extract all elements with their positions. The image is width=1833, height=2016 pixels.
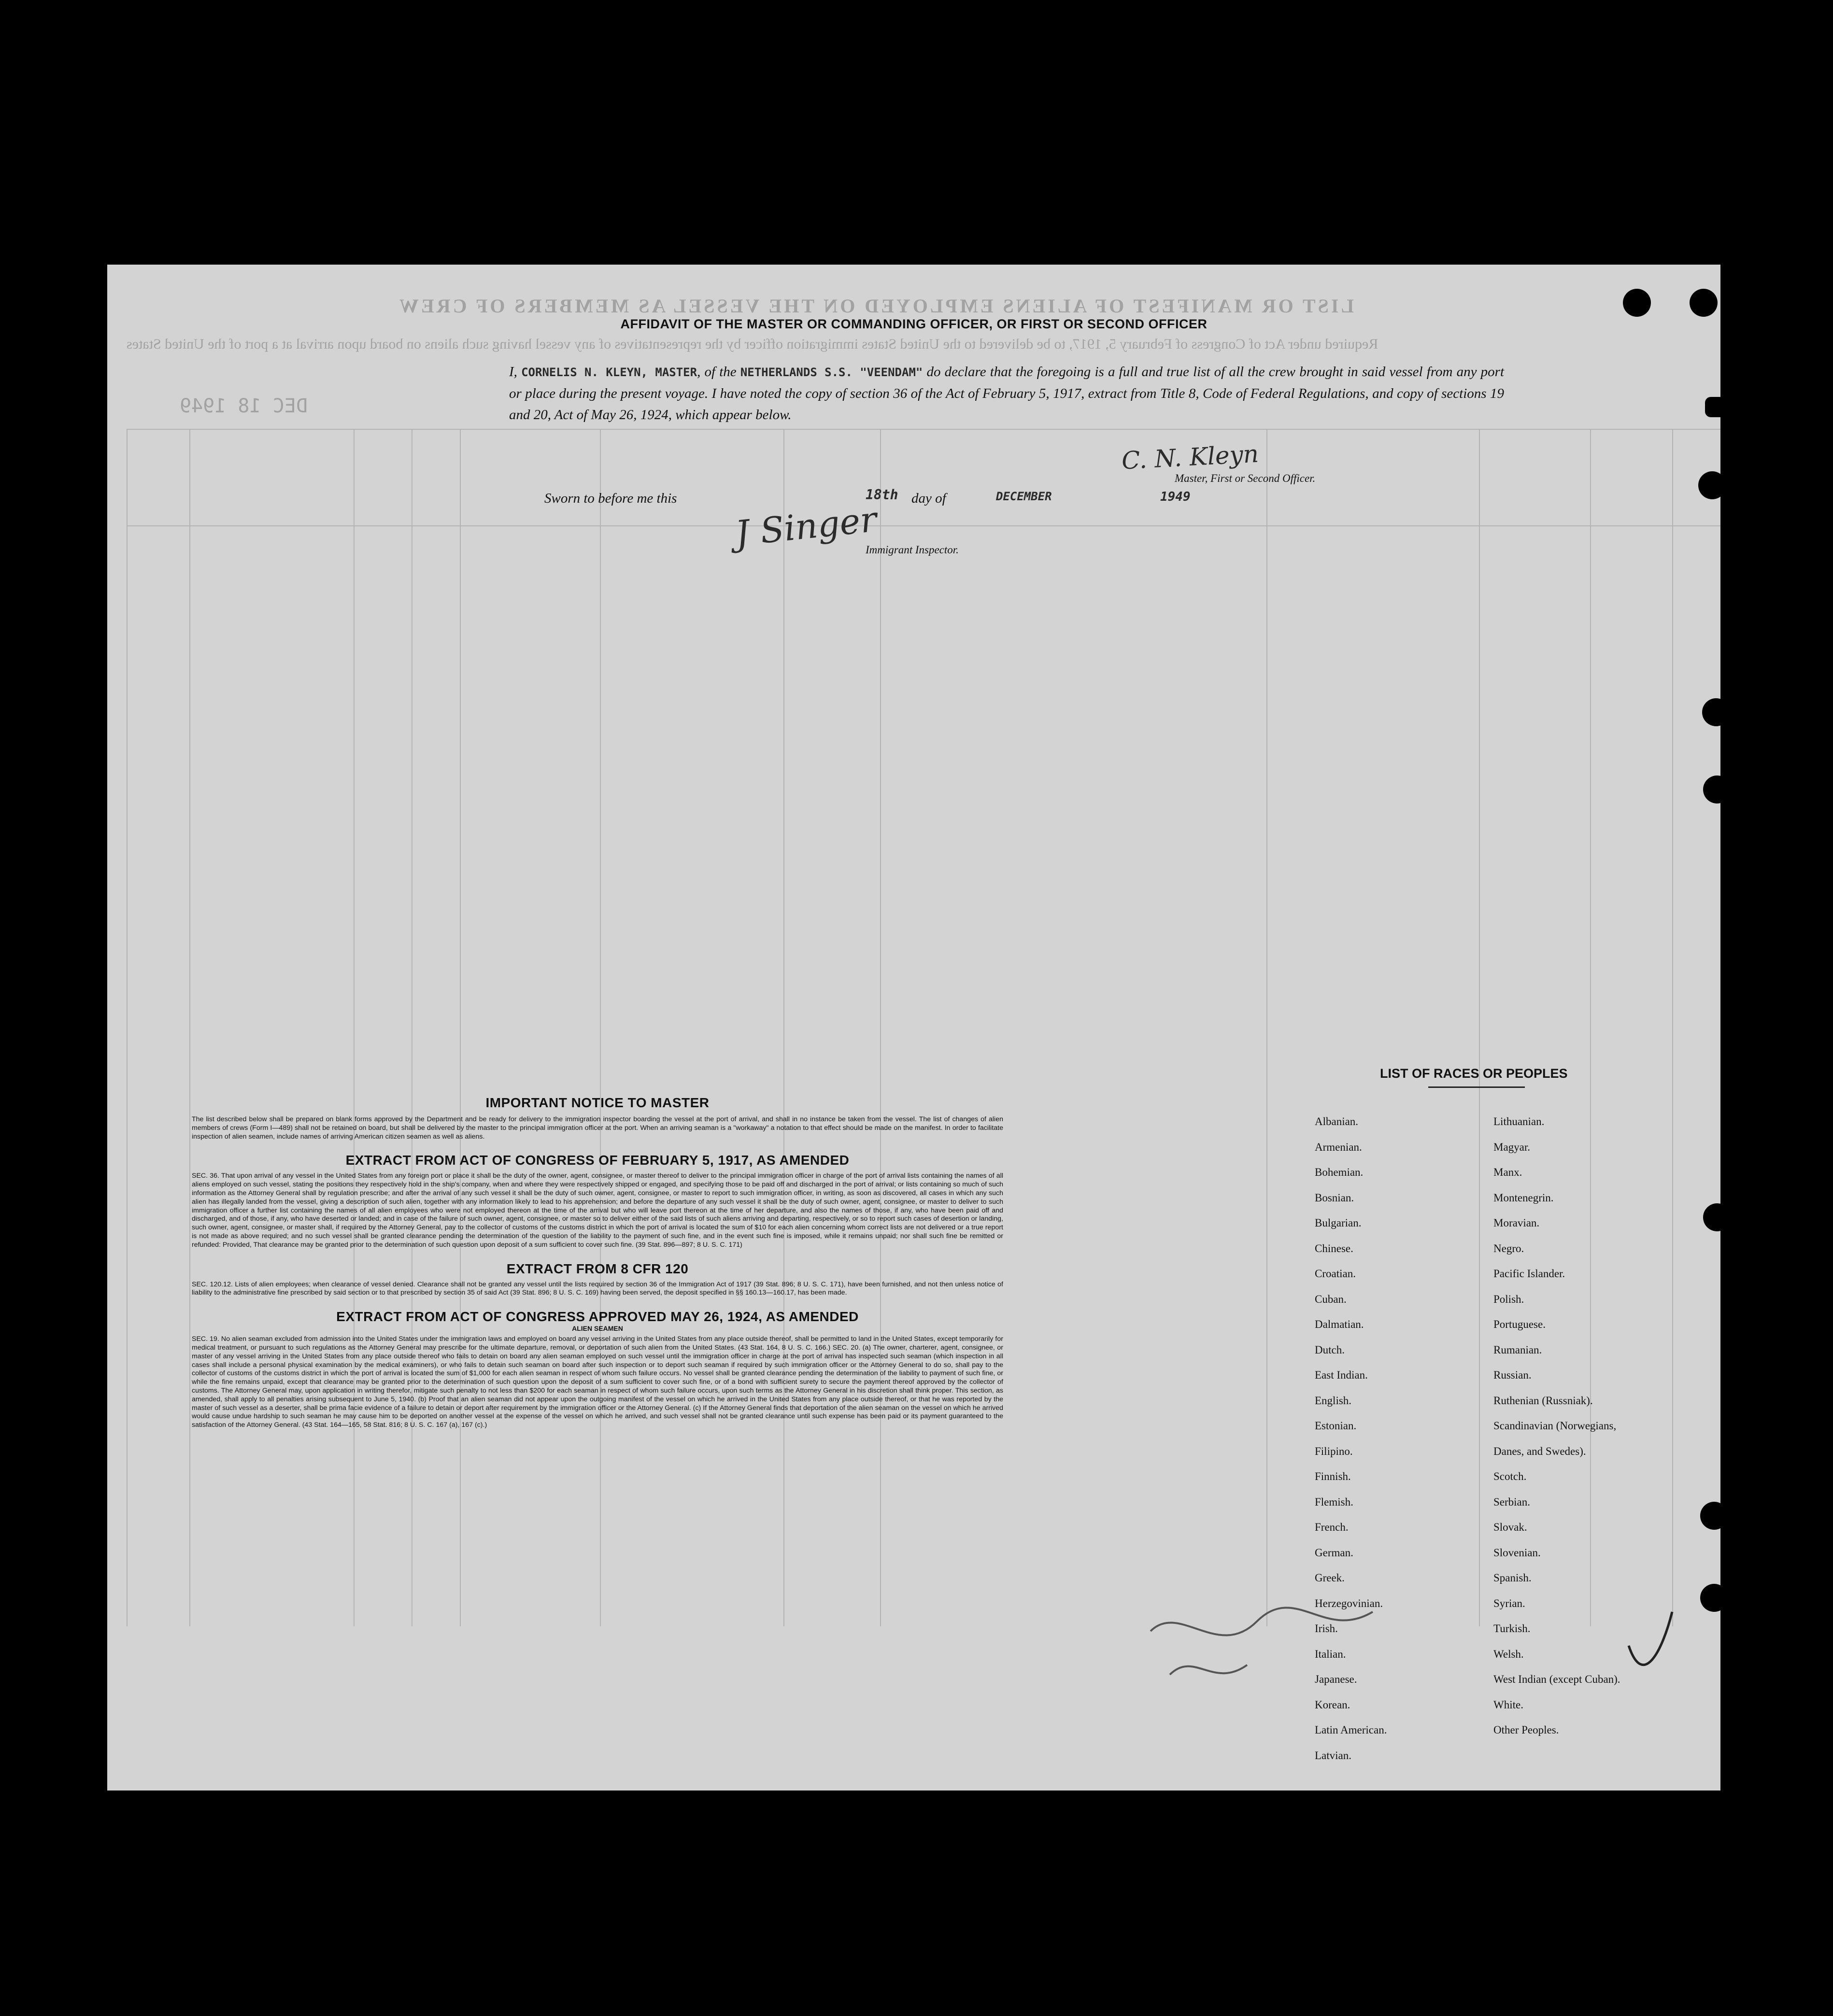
- notice-body: The list described below shall be prepared on blank forms approved by the Department and be ready for delivery to the immigration inspector boarding the vessel at the port of arrival, and shall in no instance be taken from the vessel. The list of changes of alien members of crews (Form I—489) shall not be retained on board, but shall be delivered by the master to the principal immigration officer at the port. When an arriving seaman is a "workaway" a notation to that effect should be made on the manifest. In order to facilitate inspection of alien seamen, include names of arriving American citizen seamen as well as aliens.: [192, 1115, 1003, 1141]
- extract-1924-title: EXTRACT FROM ACT OF CONGRESS APPROVED MAY 26, 1924, AS AMENDED: [336, 1309, 859, 1325]
- race-item: White.: [1493, 1698, 1523, 1711]
- race-item: Albanian.: [1315, 1115, 1359, 1128]
- race-item: Armenian.: [1315, 1141, 1362, 1153]
- bleed-through-requirement: Required under Act of Congress of February 5, 1917, to be delivered to the United States immigration officer by the representatives of any vessel having such aliens on board upon arrival at a port of the United States: [127, 336, 1378, 352]
- affidavit-intro: I,: [509, 364, 517, 380]
- races-title-rule: [1428, 1086, 1525, 1088]
- race-item: Other Peoples.: [1493, 1724, 1559, 1736]
- race-item: German.: [1315, 1546, 1353, 1559]
- race-item: Slovak.: [1493, 1521, 1527, 1533]
- inspector-signature: J Singer: [733, 498, 879, 554]
- race-item: Lithuanian.: [1493, 1115, 1545, 1128]
- race-item: East Indian.: [1315, 1369, 1368, 1381]
- race-item: Chinese.: [1315, 1242, 1353, 1255]
- race-item: Slovenian.: [1493, 1546, 1541, 1559]
- race-item: Manx.: [1493, 1166, 1522, 1178]
- race-item: Montenegrin.: [1493, 1191, 1554, 1204]
- binder-hole: [1700, 1584, 1728, 1612]
- affidavit-statement: [509, 361, 1504, 425]
- race-item: Bohemian.: [1315, 1166, 1364, 1178]
- extract-1917-title: EXTRACT FROM ACT OF CONGRESS OF FEBRUARY 5, 1917, AS AMENDED: [345, 1153, 850, 1168]
- race-item: Flemish.: [1315, 1495, 1353, 1508]
- race-item: Moravian.: [1493, 1217, 1540, 1229]
- binder-hole: [1702, 698, 1730, 726]
- sworn-day-label: day of: [911, 491, 946, 506]
- race-item: Magyar.: [1493, 1141, 1531, 1153]
- bleed-through-title: LIST OR MANIFEST OF ALIENS EMPLOYED ON THE VESSEL AS MEMBERS OF CREW: [397, 295, 1354, 317]
- race-item: Croatian.: [1315, 1268, 1356, 1280]
- sworn-year: 1949: [1160, 490, 1191, 504]
- sworn-day: 18th: [866, 487, 898, 503]
- extract-cfr-body: SEC. 120.12. Lists of alien employees; when clearance of vessel denied. Clearance shall not be granted any vessel until the lists required by section 36 of the Immigration Act of 1917 (39 Stat. 896; 8 U. S. C. 171), have been furnished, and not then unless notice of liability to the administrative fine prescribed by said section or to that prescribed by section 35 of said Act (39 Stat. 896; 8 U. S. C. 169) having been served, the deposit specified in §§ 160.13—160.17, has been made.: [192, 1280, 1003, 1297]
- notice-section: [192, 1095, 1003, 1430]
- extract-cfr-title: EXTRACT FROM 8 CFR 120: [506, 1261, 689, 1276]
- race-item: Greek.: [1315, 1572, 1345, 1584]
- race-item: Ruthenian (Russniak).: [1493, 1394, 1593, 1407]
- race-item: Japanese.: [1315, 1673, 1357, 1685]
- race-item: Negro.: [1493, 1242, 1524, 1255]
- binder-hole: [1703, 1203, 1731, 1231]
- race-item: Turkish.: [1493, 1622, 1531, 1635]
- sworn-month: DECEMBER: [996, 490, 1052, 503]
- extract-1924-subtitle: ALIEN SEAMEN: [572, 1325, 623, 1333]
- affidavit-of-the: , of the: [697, 364, 737, 380]
- race-item: Dutch.: [1315, 1343, 1345, 1356]
- binder-hole: [1703, 775, 1731, 804]
- affidavit-text: do declare that the foregoing is a full and true list of all the crew brought in said vessel from any port or place during the present voyage. I have noted the copy of section 36 of the Act of February 5, 1917, extract from Title 8, Code of Federal Regulations, and copy of sections 19 and 20, Act of May 26, 1924, which appear below.: [509, 364, 1505, 423]
- race-item: Herzegovinian.: [1315, 1597, 1383, 1609]
- master-signature-label: Master, First or Second Officer.: [1175, 472, 1316, 484]
- race-item: Dalmatian.: [1315, 1318, 1364, 1330]
- master-name-handwritten: CORNELIS N. KLEYN, MASTER: [521, 366, 697, 379]
- race-item: Polish.: [1493, 1293, 1524, 1305]
- race-item: Scotch.: [1493, 1470, 1527, 1482]
- bleed-through-table: [127, 429, 1720, 1626]
- race-item: Scandinavian (Norwegians,: [1493, 1420, 1617, 1432]
- notice-title: IMPORTANT NOTICE TO MASTER: [485, 1095, 710, 1110]
- binder-hole: [1700, 1502, 1728, 1530]
- race-item: Italian.: [1315, 1648, 1346, 1660]
- race-item: Cuban.: [1315, 1293, 1347, 1305]
- race-item: Latvian.: [1315, 1749, 1351, 1762]
- race-item: Irish.: [1315, 1622, 1338, 1635]
- races-title: LIST OF RACES OR PEOPLES: [1380, 1066, 1568, 1081]
- race-item: Korean.: [1315, 1698, 1350, 1711]
- race-item: West Indian (except Cuban).: [1493, 1673, 1620, 1685]
- race-item: Syrian.: [1493, 1597, 1525, 1609]
- affidavit-title: AFFIDAVIT OF THE MASTER OR COMMANDING OFFICER, OR FIRST OR SECOND OFFICER: [620, 317, 1208, 331]
- binder-hole: [1690, 289, 1718, 317]
- race-item: Russian.: [1493, 1369, 1532, 1381]
- race-item: Welsh.: [1493, 1648, 1524, 1660]
- race-item: Danes, and Swedes).: [1493, 1445, 1586, 1457]
- inspector-signature-label: Immigrant Inspector.: [866, 544, 959, 556]
- binder-hole: [1705, 397, 1736, 417]
- race-item: English.: [1315, 1394, 1352, 1407]
- race-item: Portuguese.: [1493, 1318, 1546, 1330]
- race-item: Pacific Islander.: [1493, 1268, 1565, 1280]
- race-item: Finnish.: [1315, 1470, 1351, 1482]
- binder-hole: [1623, 289, 1651, 317]
- race-item: Estonian.: [1315, 1420, 1357, 1432]
- bleed-through-date-stamp: DEC 18 1949: [180, 395, 308, 417]
- race-item: Serbian.: [1493, 1495, 1531, 1508]
- race-item: French.: [1315, 1521, 1349, 1533]
- handwritten-marks: [1122, 1593, 1701, 1737]
- master-signature: C. N. Kleyn: [1121, 439, 1260, 475]
- sworn-prefix: Sworn to before me this: [544, 491, 677, 506]
- race-item: Bulgarian.: [1315, 1217, 1362, 1229]
- race-item: Spanish.: [1493, 1572, 1532, 1584]
- race-item: Filipino.: [1315, 1445, 1353, 1457]
- manifest-sheet: [107, 265, 1720, 1790]
- race-item: Rumanian.: [1493, 1343, 1542, 1356]
- race-item: Latin American.: [1315, 1724, 1387, 1736]
- binder-hole: [1698, 471, 1726, 499]
- extract-1917-body: SEC. 36. That upon arrival of any vessel in the United States from any foreign port or place it shall be the duty of the owner, agent, consignee, or master thereof to deliver to the principal immigration officer in charge of the port of arrival lists containing the names of all aliens employed on such vessel, stating the positions they respectively hold in the ship's company, when and where they were respectively shipped or engaged, and specifying those to be paid off and discharged in the port of arrival; or lists containing so much of such information as the Attorney General shall by regulation prescribe; and after the arrival of any such vessel it shall be the duty of such owner, agent, consignee, or master to report to such immigration officer, in writing, as soon as discovered, all cases in which any such alien has illegally landed from the vessel, giving a description of such alien, together with any information likely to lead to his apprehension; and before the departure of any such vessel it shall be the duty of such owner, agent, consignee, or master to deliver to such immigration officer a further list containing the names of all alien employees who were not employed thereon at the time of the arrival but who will leave port thereon at the time of her departure, and also the names of those, if any, who have been paid off and discharged, and of those, if any, who have deserted or landed; and in case of the failure of such owner, agent, consignee, or master so to deliver either of the said lists of such aliens arriving and departing, respectively, or so to report such cases of desertion or landing, such owner, agent, consignee, or master shall, if required by the Attorney General, pay to the collector of customs of the customs district in which the port of arrival is located the sum of $10 for each alien concerning whom correct lists are not delivered or a true report is not made as above required; and no such vessel shall be granted clearance pending the determination of the question of the liability to the payment of such fine, and in the event such fine is imposed, while it remains unpaid; nor shall such fine be remitted or refunded: Provided, That clearance may be granted prior to the determination of such question upon deposit of a sum sufficient to cover such fine. (39 Stat. 896—897; 8 U. S. C. 171): [192, 1172, 1003, 1249]
- vessel-name-handwritten: NETHERLANDS S.S. "VEENDAM": [740, 366, 923, 379]
- race-item: Bosnian.: [1315, 1191, 1354, 1204]
- extract-1924-body: SEC. 19. No alien seaman excluded from admission into the United States under the immigration laws and employed on board any vessel arriving in the United States from any place outside thereof, shall be permitted to land in the United States, except temporarily for medical treatment, or pursuant to such regulations as the Attorney General may prescribe for the ultimate departure, removal, or deportation of such alien from the United States. (43 Stat. 164, 8 U. S. C. 166.) SEC. 20. (a) The owner, charterer, agent, consignee, or master of any vessel arriving in the United States from any place outside thereof who fails to detain on board any alien seaman employed on such vessel until the immigration officer in charge at the port of arrival has inspected such seaman (which inspection in all cases shall include a personal physical examination by the medical examiners), or who fails to detain such seaman on board after such inspection or to deport such seaman if required by such immigration officer or the Attorney General to do so, shall pay to the collector of customs of the customs district in which the port of arrival is located the sum of $1,000 for each alien seaman in respect of whom such failure occurs. No vessel shall be granted clearance pending the determination of the liability to payment of such fine, or while the fine remains unpaid, except that clearance may be granted prior to the determination of such question upon the deposit of a sum sufficient to cover such fine, or of a bond with sufficient surety to secure the payment thereof approved by the collector of customs. The Attorney General may, upon application in writing therefor, mitigate such penalty to not less than $200 for each seaman in respect of whom such failure occurs, upon such terms as the Attorney General in his discretion shall think proper. This section, as amended, shall apply to all penalties arising subsequent to June 5, 1940. (b) Proof that an alien seaman did not appear upon the outgoing manifest of the vessel on which he arrived in the United States from any place outside thereof, or that he was reported by the master of such vessel as a deserter, shall be prima facie evidence of a failure to detain or deport after requirement by the immigration officer or the Attorney General. (c) If the Attorney General finds that deportation of the alien seaman on the vessel on which he arrived would cause undue hardship to such seaman he may cause him to be deported on another vessel at the expense of the vessel on which he arrived, and such vessel shall not be granted clearance until such expense has been paid or its payment guaranteed to the satisfaction of the Attorney General. (43 Stat. 164—165, 58 Stat. 816; 8 U. S. C. 167 (a), 167 (c).): [192, 1335, 1003, 1429]
